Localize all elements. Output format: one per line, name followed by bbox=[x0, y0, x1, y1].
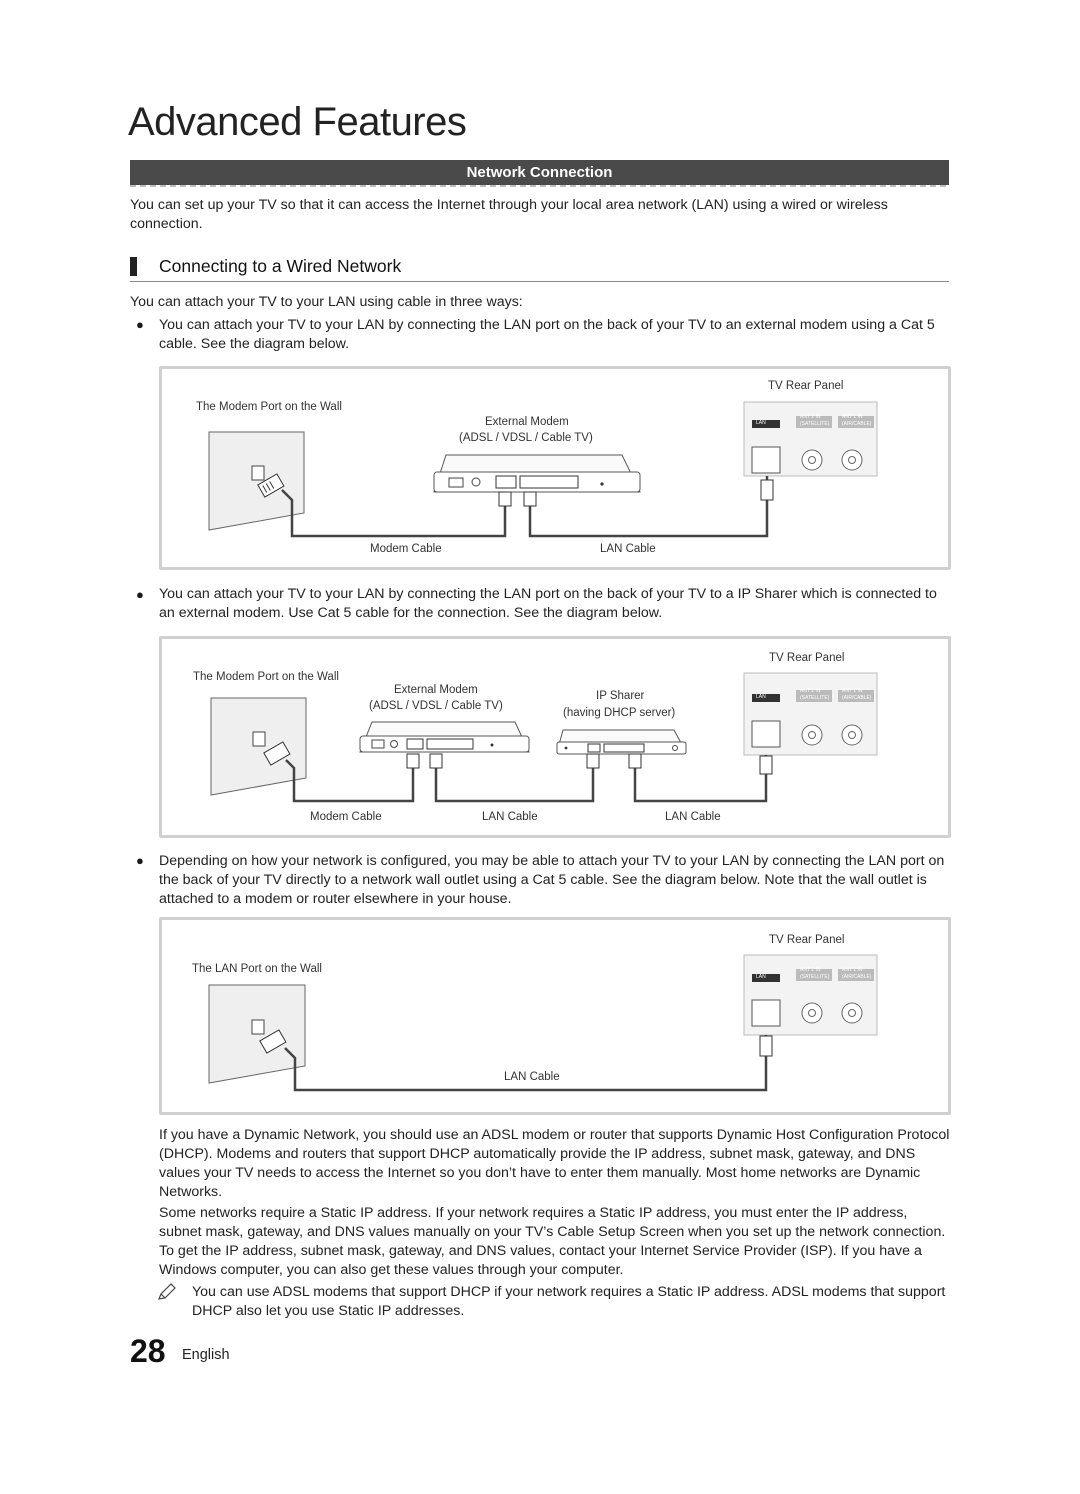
lan-cable-label: LAN Cable bbox=[504, 1071, 560, 1083]
tv-panel-label: TV Rear Panel bbox=[769, 652, 845, 664]
sharer-label: IP Sharer bbox=[596, 690, 645, 702]
static-ip-paragraph: Some networks require a Static IP address. If your network requires a Static IP address, you must enter the IP address, subnet mask, gateway, and DNS values manually on your TV’s Cable Setup Screen when you set up the network connection. To get the IP address, subnet mask, gateway, and DNS values, contact your Internet Service Provider (ISP). If you have a Windows computer, you can also get these values through your computer. bbox=[159, 1205, 946, 1278]
tv-ant2-sub: (SATELLITE) bbox=[800, 421, 830, 427]
tv-lan-tag: LAN bbox=[756, 974, 766, 980]
tv-ant1-sub: (AIR/CABLE) bbox=[842, 421, 872, 427]
bullet-marker: ● bbox=[136, 853, 144, 868]
page-language: English bbox=[182, 1347, 230, 1363]
lan-cable-label: LAN Cable bbox=[665, 811, 721, 823]
wall-label: The Modem Port on the Wall bbox=[193, 671, 339, 683]
tv-ant1-sub: (AIR/CABLE) bbox=[842, 974, 872, 980]
section-bar: Network Connection bbox=[130, 160, 949, 185]
bullet-marker: ● bbox=[136, 317, 144, 332]
subsection-heading: Connecting to a Wired Network bbox=[159, 256, 402, 276]
note-text: You can use ADSL modems that support DHCP if your network requires a Static IP address. ADSL modems that support DHCP also let you use Static IP addresses. bbox=[192, 1284, 946, 1319]
lan-cable-label: LAN Cable bbox=[600, 543, 656, 555]
modem-sub-label: (ADSL / VDSL / Cable TV) bbox=[369, 700, 503, 712]
tv-lan-tag: LAN bbox=[756, 420, 766, 426]
sharer-sub-label: (having DHCP server) bbox=[563, 707, 676, 719]
modem-sub-label: (ADSL / VDSL / Cable TV) bbox=[459, 432, 593, 444]
tv-ant1-tag: ANT 1 IN bbox=[842, 688, 863, 694]
modem-label: External Modem bbox=[485, 416, 569, 428]
tv-panel-label: TV Rear Panel bbox=[768, 380, 844, 392]
modem-cable-label: Modem Cable bbox=[370, 543, 442, 555]
lan-cable-label: LAN Cable bbox=[482, 811, 538, 823]
tv-ant2-sub: (SATELLITE) bbox=[800, 695, 830, 701]
bullet-text-2: You can attach your TV to your LAN by connecting the LAN port on the back of your TV to a IP Sharer which is connected to an external modem. Use Cat 5 cable for the connection. See the diagram below. bbox=[159, 586, 937, 621]
modem-label: External Modem bbox=[394, 684, 478, 696]
tv-ant2-tag: ANT 2 IN bbox=[800, 967, 821, 973]
pencil-note-icon bbox=[157, 1283, 177, 1303]
tv-lan-port bbox=[752, 1000, 780, 1026]
bullet-marker: ● bbox=[136, 587, 144, 602]
wall-label: The Modem Port on the Wall bbox=[196, 401, 342, 413]
tv-ant2-sub: (SATELLITE) bbox=[800, 974, 830, 980]
lead-paragraph: You can attach your TV to your LAN using cable in three ways: bbox=[130, 294, 523, 310]
tv-ant2-tag: ANT 2 IN bbox=[800, 414, 821, 420]
tv-panel-label: TV Rear Panel bbox=[769, 934, 845, 946]
lan-cable bbox=[285, 1035, 766, 1090]
dynamic-network-paragraph: If you have a Dynamic Network, you should use an ADSL modem or router that supports Dynamic Host Configuration Protocol (DHCP). Modems and routers that support DHCP automatically provide the IP address, subnet mask, gateway, and DNS values your TV needs to access the Internet so you don’t have to enter them manually. Most home networks are Dynamic Networks. bbox=[159, 1127, 950, 1200]
page-title: Advanced Features bbox=[128, 100, 467, 144]
bullet-text-3: Depending on how your network is configured, you may be able to attach your TV to your LAN by connecting the LAN port on the back of your TV directly to a network wall outlet using a Cat 5 cable. See the diagram below. Note that the wall outlet is attached to a modem or router elsewhere in your house. bbox=[159, 853, 945, 907]
bullet-text-1: You can attach your TV to your LAN by connecting the LAN port on the back of your TV to an external modem using a Cat 5 cable. See the diagram below. bbox=[159, 317, 935, 352]
page-number: 28 bbox=[130, 1333, 166, 1369]
tv-ant1-tag: ANT 1 IN bbox=[842, 414, 863, 420]
intro-paragraph: You can set up your TV so that it can access the Internet through your local area network (LAN) using a wired or wireless connection. bbox=[130, 197, 888, 232]
tv-ant1-sub: (AIR/CABLE) bbox=[842, 695, 872, 701]
tv-ant1-tag: ANT 1 IN bbox=[842, 967, 863, 973]
tv-ant2-tag: ANT 2 IN bbox=[800, 688, 821, 694]
wall-label: The LAN Port on the Wall bbox=[192, 963, 322, 975]
tv-lan-tag: LAN bbox=[756, 694, 766, 700]
modem-cable-label: Modem Cable bbox=[310, 811, 382, 823]
